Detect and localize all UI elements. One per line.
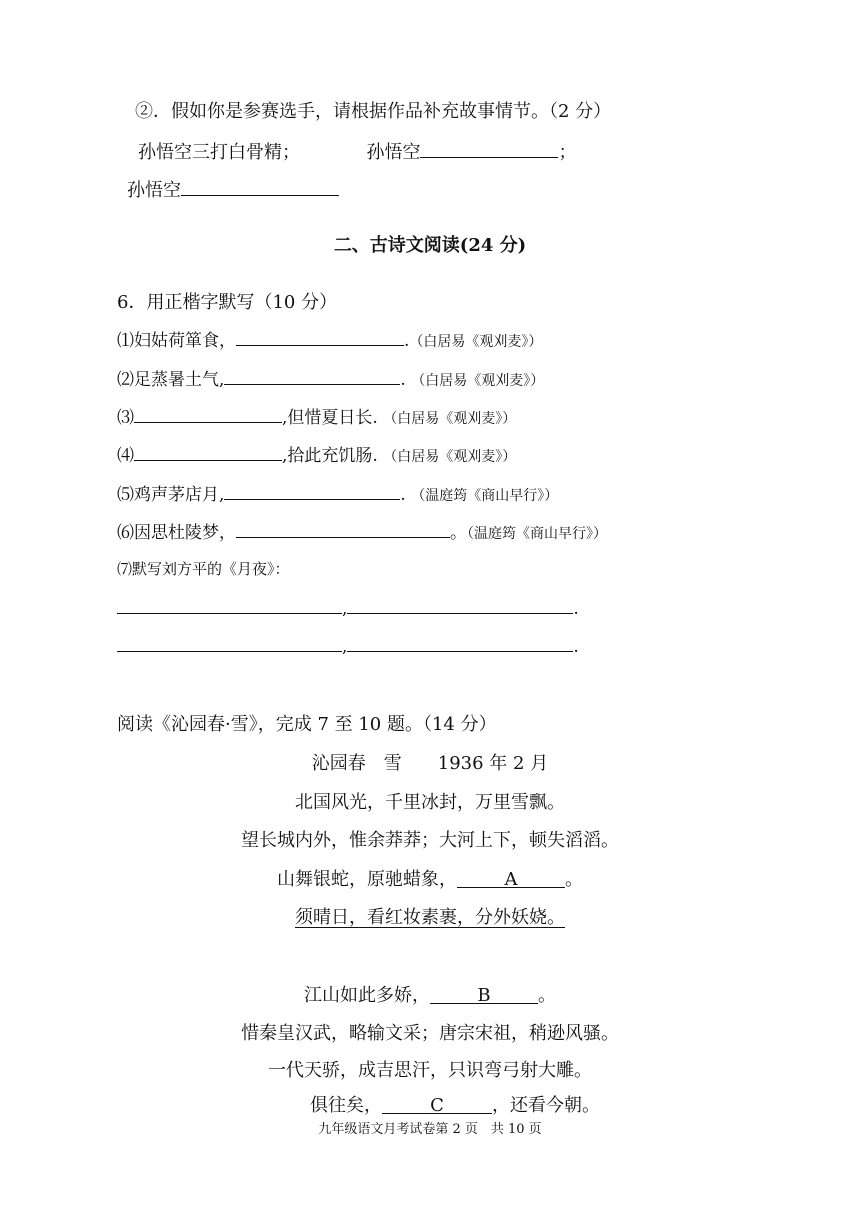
poem-line-3-end: 。 <box>565 869 583 890</box>
answer-line-1-end: ； <box>558 142 577 163</box>
poem-line-1: 北国风光，千里冰封，万里雪飘。 <box>295 792 565 813</box>
dictation-item-4-prompt: ⑷ <box>117 446 134 466</box>
dictation-item-6-source: （温庭筠《商山早行》） <box>467 526 607 542</box>
dictation-item-7: ⑺默写刘方平的《月夜》： <box>117 560 290 578</box>
answer-line-2-label: 孙悟空 <box>127 180 181 201</box>
poem-line-7: 一代天骄，成吉思汗，只识弯弓射大雕。 <box>268 1060 592 1081</box>
dictation-item-6-prompt: ⑹因思杜陵梦， <box>117 523 236 543</box>
poem-answer-line-1-comma: , <box>342 599 348 619</box>
dictation-item-1-prompt: ⑴妇姑荷箪食， <box>117 331 236 351</box>
poem-answer-line-2-comma: , <box>342 637 348 657</box>
answer-blank-2[interactable] <box>181 177 339 196</box>
answer-line-1-label: 孙悟空 <box>366 142 421 163</box>
dictation-item-5-prompt: ⑸鸡声茅店月, <box>117 485 225 505</box>
poem-line-4-underlined: 须晴日，看红妆素裹，分外妖娆。 <box>295 907 565 928</box>
poem-line-8-end: ，还看今朝。 <box>492 1095 600 1116</box>
dictation-item-3-end: ,但惜夏日长. <box>282 408 378 428</box>
dictation-item-3-source: （白居易《观刈麦》） <box>383 411 517 427</box>
dictation-item-5 <box>117 480 558 505</box>
poem-line-3-text: 山舞银蛇，原驰蜡象， <box>277 869 457 890</box>
dictation-blank-6[interactable] <box>236 520 450 538</box>
dictation-blank-1[interactable] <box>236 328 404 346</box>
poem-line-8-text: 俱往矣， <box>310 1095 382 1116</box>
answer-line-1-given: 孙悟空三打白骨精； <box>138 142 300 163</box>
poem-blank-1[interactable] <box>117 596 342 614</box>
poem-answer-line-2-period: . <box>573 637 579 657</box>
poem-answer-line-1-period: . <box>573 599 579 619</box>
dictation-item-2-source: （白居易《观刈麦》） <box>411 373 545 389</box>
question-5-2: ②．假如你是参赛选手，请根据作品补充故事情节。（2 分） <box>135 101 612 122</box>
dictation-item-5-end: . <box>400 485 406 505</box>
page-footer: 九年级语文月考试卷第 2 页 共 10 页 <box>318 1122 542 1137</box>
poem-line-3 <box>0 865 860 891</box>
dictation-blank-2[interactable] <box>224 367 400 385</box>
answer-blank-1[interactable] <box>420 139 558 158</box>
poem-line-5 <box>0 981 860 1007</box>
poem-line-5-end: 。 <box>538 985 556 1006</box>
dictation-item-6 <box>117 518 607 543</box>
dictation-item-1-end: . <box>404 331 410 351</box>
dictation-blank-5[interactable] <box>224 482 400 500</box>
dictation-item-3 <box>117 403 516 428</box>
dictation-item-2-end: . <box>400 370 406 390</box>
answer-line-2 <box>127 176 339 202</box>
dictation-blank-4[interactable] <box>134 443 282 461</box>
dictation-item-5-source: （温庭筠《商山早行》） <box>411 488 559 504</box>
dictation-item-1 <box>117 326 542 351</box>
dictation-item-1-source: （白居易《观刈麦》） <box>409 334 543 350</box>
dictation-item-4-source: （白居易《观刈麦》） <box>383 449 517 465</box>
poem-line-5-text: 江山如此多娇， <box>304 985 430 1006</box>
poem-blank-a: A <box>457 869 565 888</box>
dictation-item-4 <box>117 441 516 466</box>
poem-blank-c: C <box>382 1095 492 1114</box>
dictation-item-3-prompt: ⑶ <box>117 408 134 428</box>
question-6-title: 6．用正楷字默写（10 分） <box>117 292 338 313</box>
dictation-item-6-end: 。 <box>450 523 467 543</box>
reading-intro: 阅读《沁园春·雪》，完成 7 至 10 题。（14 分） <box>117 714 497 735</box>
section-title: 二、古诗文阅读(24 分) <box>333 235 527 256</box>
poem-blank-3[interactable] <box>117 634 342 652</box>
dictation-item-4-end: ,拾此充饥肠. <box>282 446 378 466</box>
answer-line-1 <box>138 138 576 164</box>
poem-line-6: 惜秦皇汉武，略输文采；唐宗宋祖，稍逊风骚。 <box>241 1023 619 1044</box>
poem-line-4 <box>0 903 860 929</box>
poem-line-8 <box>0 1091 860 1117</box>
poem-blank-2[interactable] <box>347 596 573 614</box>
poem-answer-line-2 <box>117 634 579 657</box>
dictation-item-2 <box>117 365 544 390</box>
poem-blank-b: B <box>430 985 538 1004</box>
poem-title: 沁园春 雪 1936 年 2 月 <box>311 753 549 774</box>
dictation-item-2-prompt: ⑵足蒸暑土气, <box>117 370 225 390</box>
dictation-blank-3[interactable] <box>134 405 282 423</box>
poem-line-2: 望长城内外，惟余莽莽；大河上下，顿失滔滔。 <box>241 830 619 851</box>
poem-blank-4[interactable] <box>347 634 573 652</box>
poem-answer-line-1 <box>117 596 579 619</box>
